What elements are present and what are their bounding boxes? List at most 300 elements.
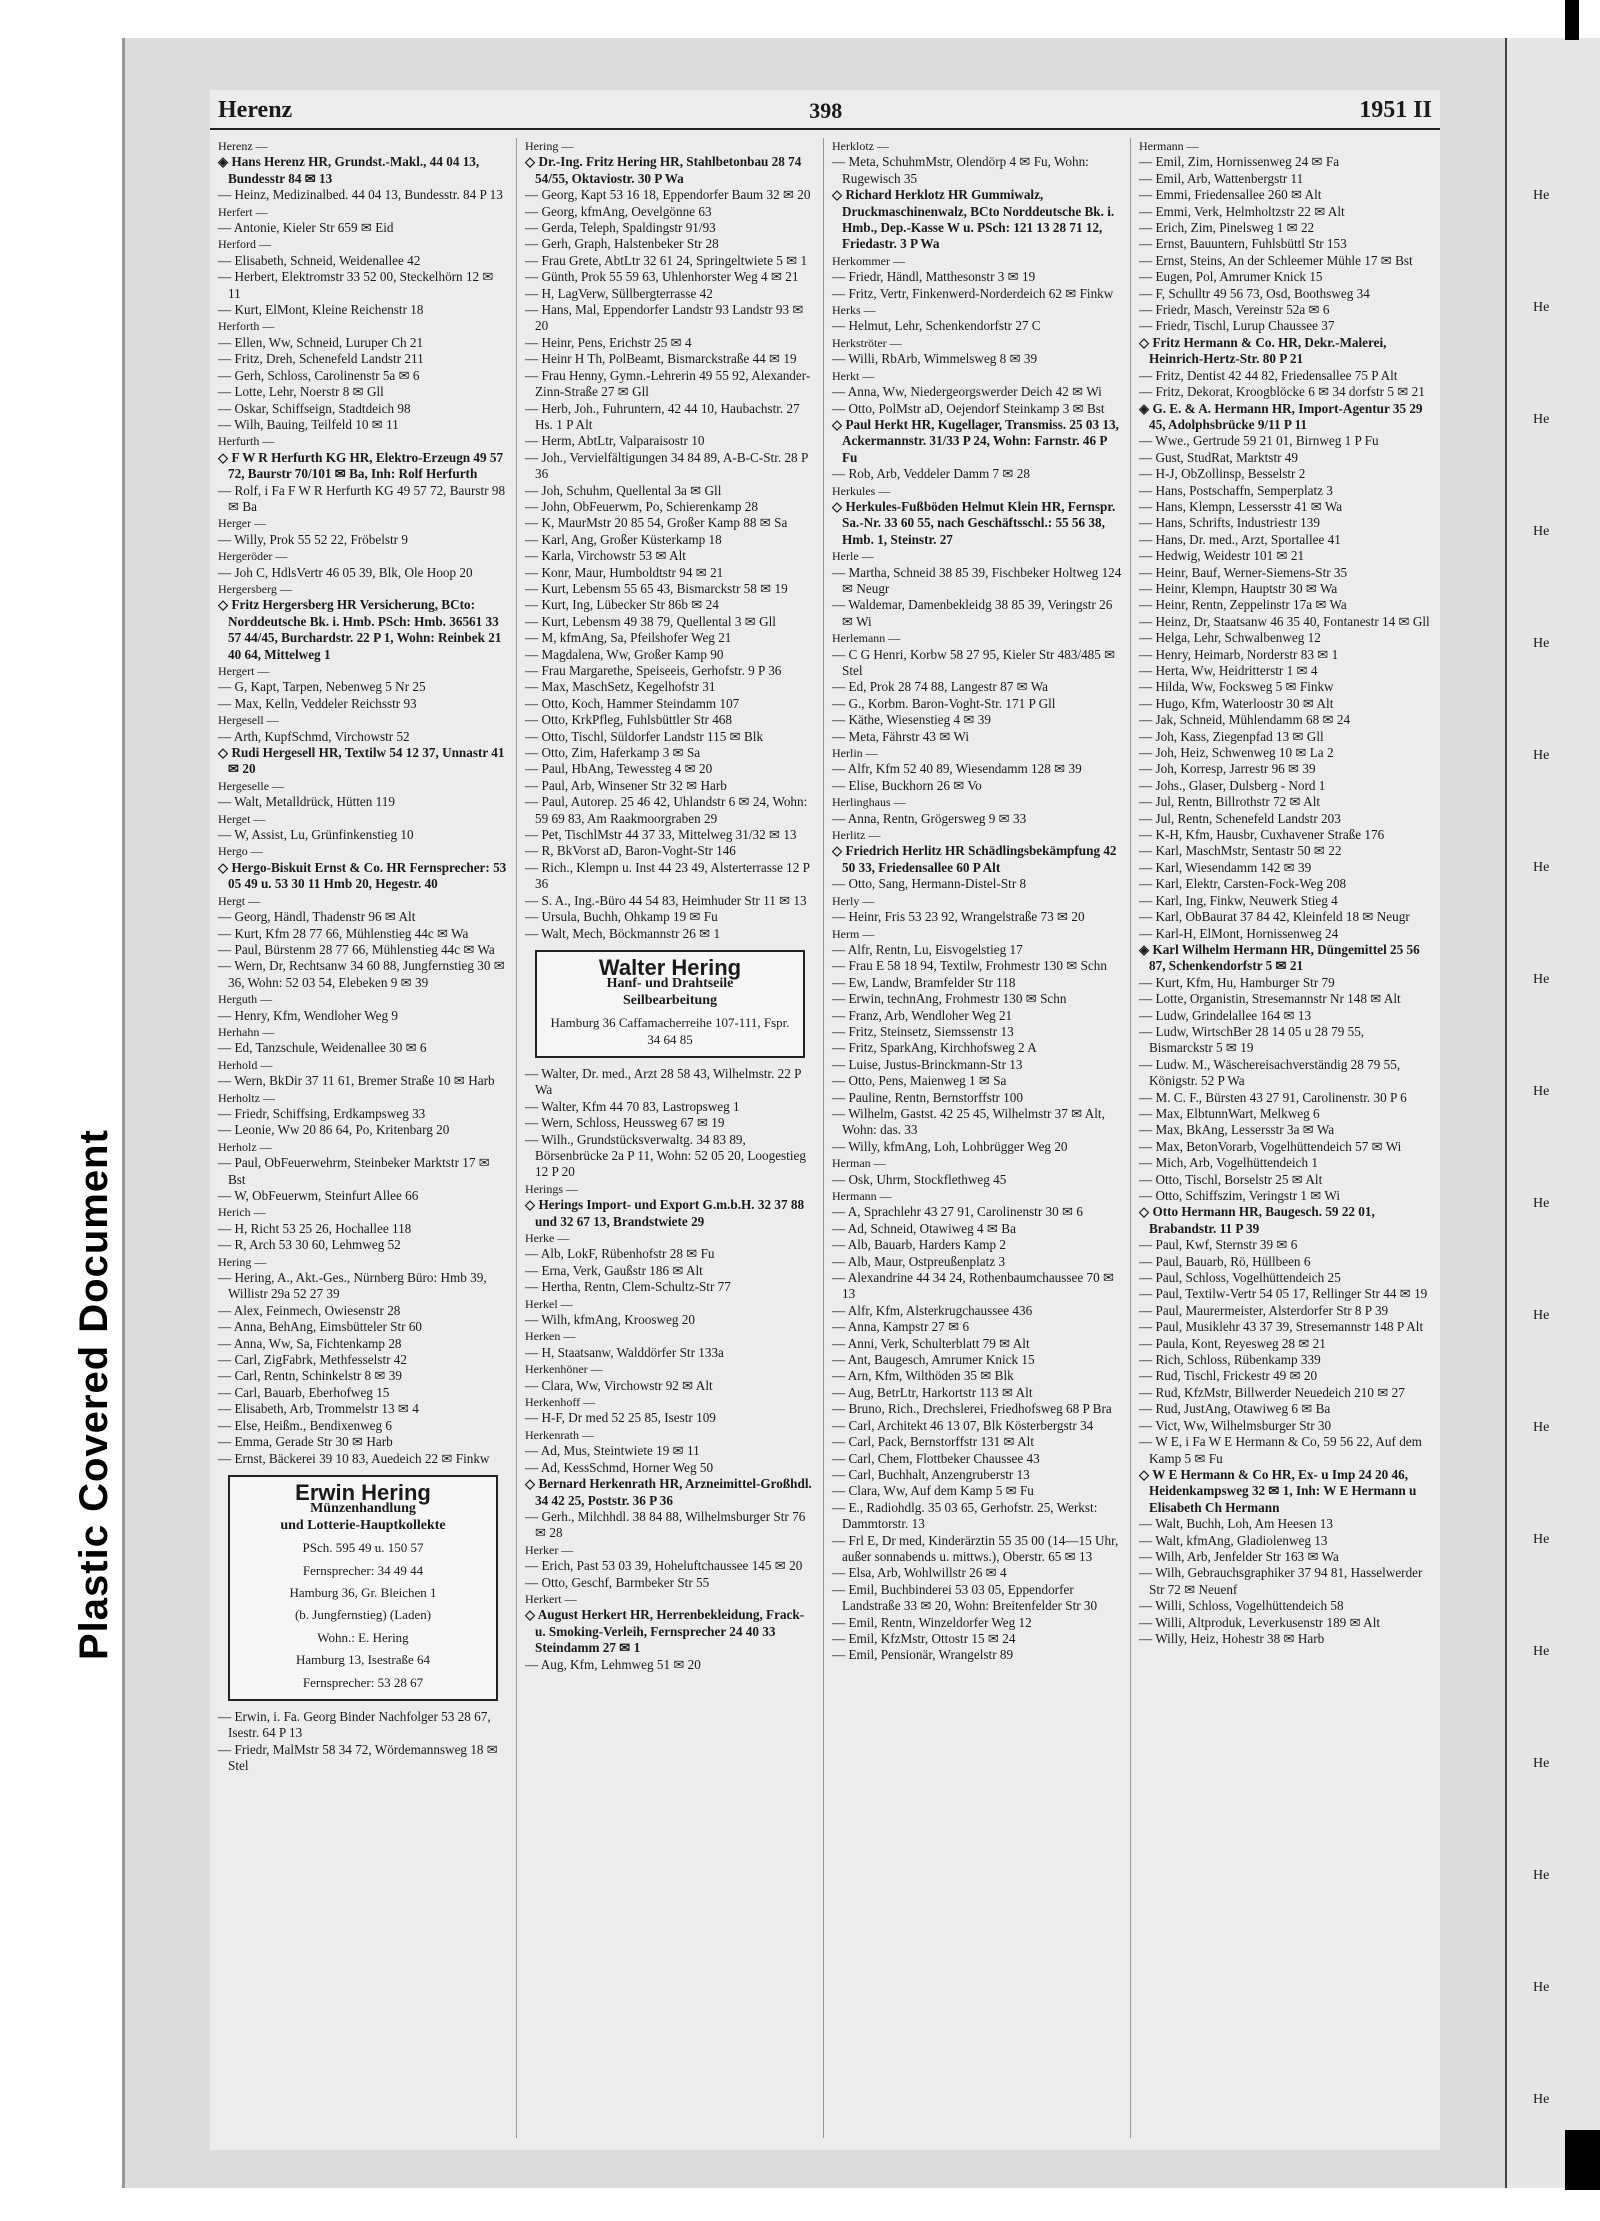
surname-heading: Herkenhöner — bbox=[525, 1362, 603, 1377]
directory-entry: — Helga, Lehr, Schwalbenweg 12 bbox=[1139, 630, 1321, 646]
directory-entry: — Heinr, Klempn, Hauptstr 30 ✉ Wa bbox=[1139, 580, 1338, 596]
surname-heading: Herforth — bbox=[218, 319, 275, 334]
directory-entry: — Johs., Glaser, Dulsberg - Nord 1 bbox=[1139, 777, 1326, 793]
directory-entry: — Fritz, Dekorat, Kroogblöcke 6 ✉ 34 dorfstr 5 ✉ 21 bbox=[1139, 384, 1425, 400]
directory-entry: — Otto, Tischl, Süldorfer Landstr 115 ✉ Blk bbox=[525, 728, 764, 744]
directory-entry: — Joh, Korresp, Jarrestr 96 ✉ 39 bbox=[1139, 761, 1316, 777]
directory-entry: ◇ F W R Herfurth KG HR, Elektro-Erzeugn 49 57 72, Baurstr 70/101 ✉ Ba, Inh: Rolf Herfurth bbox=[218, 449, 504, 482]
directory-entry: — Friedr, MalMstr 58 34 72, Wördemannsweg 18 ✉ Stel bbox=[218, 1741, 498, 1774]
directory-entry: — Clara, Ww, Virchowstr 92 ✉ Alt bbox=[525, 1377, 713, 1393]
directory-entry: — Ellen, Ww, Schneid, Luruper Ch 21 bbox=[218, 334, 424, 350]
surname-heading: Herkströter — bbox=[832, 335, 902, 350]
directory-entry: — Alexandrine 44 34 24, Rothenbaumchaussee 70 ✉ 13 bbox=[832, 1270, 1115, 1302]
directory-entry: — Anna, Ww, Sa, Fichtenkamp 28 bbox=[218, 1335, 402, 1351]
directory-entry: — H, Richt 53 25 26, Hochallee 118 bbox=[218, 1220, 412, 1236]
surname-heading: Hermann — bbox=[1139, 139, 1199, 153]
column-4 bbox=[1131, 138, 1438, 2138]
directory-entry: — Eugen, Pol, Amrumer Knick 15 bbox=[1139, 269, 1323, 285]
directory-entry: — Wilh, kfmAng, Kroosweg 20 bbox=[525, 1312, 695, 1328]
directory-entry: — Aug, Kfm, Lehmweg 51 ✉ 20 bbox=[525, 1656, 701, 1672]
directory-entry: — Erna, Verk, Gaußstr 186 ✉ Alt bbox=[525, 1262, 703, 1278]
directory-entry: — K-H, Kfm, Hausbr, Cuxhavener Straße 176 bbox=[1139, 827, 1385, 843]
directory-entry: — Fritz, SparkAng, Kirchhofsweg 2 A bbox=[832, 1040, 1037, 1056]
directory-entry: — Paula, Kont, Reyesweg 28 ✉ 21 bbox=[1139, 1335, 1326, 1351]
directory-entry: — Emma, Gerade Str 30 ✉ Harb bbox=[218, 1434, 393, 1450]
directory-entry: — Carl, Buchhalt, Anzengruberstr 13 bbox=[832, 1466, 1030, 1482]
next-page-edge bbox=[1505, 38, 1600, 2188]
directory-entry: — Willy, Heiz, Hohestr 38 ✉ Harb bbox=[1139, 1630, 1325, 1646]
directory-entry: — Paul, Musiklehr 43 37 39, Stresemannstr 148 P Alt bbox=[1139, 1319, 1424, 1335]
directory-entry: — Wwe., Gertrude 59 21 01, Birnweg 1 P Fu bbox=[1139, 433, 1379, 449]
directory-entry: — Vict, Ww, Wilhelmsburger Str 30 bbox=[1139, 1417, 1332, 1433]
directory-entry: — Emil, Arb, Wattenbergstr 11 bbox=[1139, 170, 1304, 186]
surname-heading: Herford — bbox=[218, 237, 271, 252]
surname-heading: Hering — bbox=[218, 1254, 267, 1269]
directory-entry: — Henry, Kfm, Wendloher Weg 9 bbox=[218, 1007, 399, 1023]
directory-entry: — Clara, Ww, Auf dem Kamp 5 ✉ Fu bbox=[832, 1483, 1034, 1499]
directory-entry: — Joh, Kass, Ziegenpfad 13 ✉ Gll bbox=[1139, 728, 1324, 744]
directory-entry: — Carl, Chem, Flottbeker Chaussee 43 bbox=[832, 1450, 1040, 1466]
directory-entry: — Kurt, Ing, Lübecker Str 86b ✉ 24 bbox=[525, 597, 719, 613]
next-page-fragment: He bbox=[1533, 1084, 1550, 1099]
directory-entry: — Frl E, Dr med, Kinderärztin 55 35 00 (14—15 Uhr, außer sonnabends u. mittws.), Oberstr. 65 ✉ 13 bbox=[832, 1532, 1119, 1564]
directory-entry: — Antonie, Kieler Str 659 ✉ Eid bbox=[218, 220, 394, 236]
directory-entry: — H-J, ObZollinsp, Besselstr 2 bbox=[1139, 466, 1306, 482]
directory-entry: — Otto, Zim, Haferkamp 3 ✉ Sa bbox=[525, 745, 701, 761]
directory-entry: — Paul, Schloss, Vogelhüttendeich 25 bbox=[1139, 1270, 1341, 1286]
surname-heading: Herly — bbox=[832, 893, 875, 908]
ad-line: Hamburg 36, Gr. Bleichen 1 bbox=[289, 1584, 437, 1600]
directory-entry: — Georg, kfmAng, Oevelgönne 63 bbox=[525, 203, 712, 219]
column-1 bbox=[210, 138, 517, 2138]
directory-entry: ◇ Hergo-Biskuit Ernst & Co. HR Fernsprecher: 53 05 49 u. 53 30 11 Hmb 20, Hegestr. 40 bbox=[218, 859, 507, 892]
directory-entry: — Walt, Metalldrück, Hütten 119 bbox=[218, 794, 395, 810]
directory-entry: — Emil, Rentn, Winzeldorfer Weg 12 bbox=[832, 1614, 1032, 1630]
directory-entry: — Wilhelm, Gastst. 42 25 45, Wilhelmstr 37 ✉ Alt, Wohn: das. 33 bbox=[832, 1105, 1105, 1138]
directory-entry: ◇ Otto Hermann HR, Baugesch. 59 22 01, Brabandstr. 11 P 39 bbox=[1139, 1204, 1375, 1236]
surname-heading: Herkules — bbox=[832, 483, 891, 498]
directory-entry: — Willi, Schloss, Vogelhüttendeich 58 bbox=[1139, 1598, 1344, 1614]
directory-entry: — Karl, ObBaurat 37 84 42, Kleinfeld 18 ✉ Neugr bbox=[1139, 909, 1410, 925]
directory-entry: — Karl, Elektr, Carsten-Fock-Weg 208 bbox=[1139, 876, 1347, 892]
surname-heading: Herguth — bbox=[218, 992, 273, 1007]
directory-entry: — Hertha, Rentn, Clem-Schultz-Str 77 bbox=[525, 1279, 731, 1295]
directory-entry: ◇ Fritz Hergersberg HR Versicherung, BCto: Norddeutsche Bk. i. Hmb. PSch: Hmb. 36561 33 57 44/45, Burchardstr. 22 P 1, Wohn: Reinbek 21 40 64, Mittelweg 1 bbox=[218, 597, 502, 662]
directory-entry: — Ludw. M., Wäschereisachverständig 28 79 55, Königstr. 52 P Wa bbox=[1139, 1056, 1401, 1089]
directory-entry: — Rob, Arb, Veddeler Damm 7 ✉ 28 bbox=[832, 466, 1030, 482]
ad-line: PSch. 595 49 u. 150 57 bbox=[302, 1540, 424, 1556]
surname-heading: Hergeröder — bbox=[218, 549, 288, 564]
surname-heading: Hermann — bbox=[832, 1189, 892, 1203]
directory-entry: — Paul, Arb, Winsener Str 32 ✉ Harb bbox=[525, 777, 727, 793]
directory-entry: — Emmi, Verk, Helmholtzstr 22 ✉ Alt bbox=[1139, 203, 1345, 219]
directory-entry: — Walter, Kfm 44 70 83, Lastropsweg 1 bbox=[525, 1098, 740, 1114]
directory-entry: — Pauline, Rentn, Bernstorffstr 100 bbox=[832, 1089, 1023, 1105]
surname-heading: Hergt — bbox=[218, 893, 261, 908]
directory-entry: — Günth, Prok 55 59 63, Uhlenhorster Weg 4 ✉ 21 bbox=[525, 269, 799, 285]
directory-entry: — Wern, BkDir 37 11 61, Bremer Straße 10 ✉ Harb bbox=[218, 1073, 495, 1089]
directory-entry: ◇ Rudi Hergesell HR, Textilw 54 12 37, Unnastr 41 ✉ 20 bbox=[218, 745, 505, 777]
directory-entry: ◇ W E Hermann & Co HR, Ex- u Imp 24 20 46, Heidenkampsweg 32 ✉ 1, Inh: W E Hermann u Elisabeth Ch Hermann bbox=[1139, 1466, 1417, 1515]
directory-entry: — Rolf, i Fa F W R Herfurth KG 49 57 72, Baurstr 98 ✉ Ba bbox=[218, 482, 506, 514]
directory-entry: — Joh, Schuhm, Quellental 3a ✉ Gll bbox=[525, 482, 722, 498]
directory-entry: — Otto, Tischl, Borselstr 25 ✉ Alt bbox=[1139, 1171, 1323, 1187]
surname-heading: Hergert — bbox=[218, 664, 270, 678]
directory-entry: — Wilh., Grundstücksverwaltg. 34 83 89, Börsenbrücke 2a P 11, Wohn: 52 05 20, Loogestieg 12 P 20 bbox=[525, 1131, 806, 1180]
directory-entry: — Fritz, Dentist 42 44 82, Friedensallee 75 P Alt bbox=[1139, 367, 1398, 383]
directory-entry: — R, BkVorst aD, Baron-Voght-Str 146 bbox=[525, 843, 736, 859]
surname-heading: Herkommer — bbox=[832, 253, 905, 268]
directory-entry: ◇ Fritz Hermann & Co. HR, Dekr.-Malerei, Heinrich-Hertz-Str. 80 P 21 bbox=[1139, 334, 1387, 367]
directory-entry: — Paul, HbAng, Tewessteg 4 ✉ 20 bbox=[525, 761, 713, 777]
directory-entry: — Elisabeth, Schneid, Weidenallee 42 bbox=[218, 252, 421, 268]
directory-entry: — Emil, Zim, Hornissenweg 24 ✉ Fa bbox=[1139, 154, 1340, 170]
directory-entry: — Ed, Tanzschule, Weidenallee 30 ✉ 6 bbox=[218, 1040, 427, 1056]
directory-entry: ◇ August Herkert HR, Herrenbekleidung, Frack- u. Smoking-Verleih, Fernsprecher 24 40 33 Steindamm 27 ✉ 1 bbox=[525, 1607, 805, 1656]
directory-entry: — Ursula, Buchh, Ohkamp 19 ✉ Fu bbox=[525, 909, 718, 925]
directory-entry: — Frau Henny, Gymn.-Lehrerin 49 55 92, Alexander-Zinn-Straße 27 ✉ Gll bbox=[525, 367, 811, 400]
directory-entry: — Lotte, Lehr, Noerstr 8 ✉ Gll bbox=[218, 384, 384, 400]
directory-entry: — Konr, Maur, Humboldtstr 94 ✉ 21 bbox=[525, 564, 724, 580]
directory-entry: — S. A., Ing.-Büro 44 54 83, Heimhuder Str 11 ✉ 13 bbox=[525, 892, 807, 908]
directory-entry: — Elsa, Arb, Wohlwillstr 26 ✉ 4 bbox=[832, 1565, 1007, 1581]
directory-entry: — Elise, Buckhorn 26 ✉ Vo bbox=[832, 777, 982, 793]
next-page-fragment: He bbox=[1533, 1868, 1550, 1883]
surname-heading: Herenz — bbox=[218, 139, 268, 153]
directory-entry: ◈ Karl Wilhelm Hermann HR, Düngemittel 25 56 87, Schenkendorfstr 5 ✉ 21 bbox=[1139, 941, 1420, 974]
ad-line: Hanf- und Drahtseile bbox=[606, 976, 734, 992]
directory-entry: — Otto, Koch, Hammer Steindamm 107 bbox=[525, 695, 740, 711]
directory-entry: — Fritz, Dreh, Schenefeld Landstr 211 bbox=[218, 351, 424, 367]
directory-entry: — Emil, Buchbinderei 53 03 05, Eppendorfer Landstraße 33 ✉ 20, Wohn: Breitenfelder Str 30 bbox=[832, 1581, 1098, 1614]
directory-entry: — Erwin, technAng, Frohmestr 130 ✉ Schn bbox=[832, 991, 1067, 1007]
directory-entry: — Ad, Schneid, Otawiweg 4 ✉ Ba bbox=[832, 1220, 1016, 1236]
directory-entry: — Hugo, Kfm, Waterloostr 30 ✉ Alt bbox=[1139, 695, 1334, 711]
page-header bbox=[210, 90, 1440, 130]
directory-entry: — Helmut, Lehr, Schenkendorfstr 27 C bbox=[832, 318, 1041, 334]
directory-entry: — Anna, BehAng, Eimsbütteler Str 60 bbox=[218, 1319, 423, 1335]
directory-entry: — Osk, Uhrm, Stockflethweg 45 bbox=[832, 1171, 1007, 1187]
directory-entry: — E., Radiohdlg. 35 03 65, Gerhofstr. 25, Werkst: Dammtorstr. 13 bbox=[832, 1499, 1098, 1532]
directory-entry: — Ed, Prok 28 74 88, Langestr 87 ✉ Wa bbox=[832, 679, 1048, 695]
directory-entry: — H, LagVerw, Süllbergterrasse 42 bbox=[525, 285, 713, 301]
surname-heading: Herklotz — bbox=[832, 139, 889, 153]
directory-entry: — Paul, Bauarb, Rö, Hüllbeen 6 bbox=[1139, 1253, 1311, 1269]
directory-entry: — Karla, Virchowstr 53 ✉ Alt bbox=[525, 548, 686, 564]
directory-entry: — Friedr, Tischl, Lurup Chaussee 37 bbox=[1139, 318, 1335, 334]
ad-line: Fernsprecher: 34 49 44 bbox=[302, 1562, 424, 1578]
surname-heading: Herhold — bbox=[218, 1057, 273, 1072]
directory-entry: — Wern, Dr, Rechtsanw 34 60 88, Jungfernstieg 30 ✉ 36, Wohn: 52 03 54, Elebeken 9 ✉ 39 bbox=[218, 958, 505, 990]
directory-entry: ◇ Bernard Herkenrath HR, Arzneimittel-Großhdl. 34 42 25, Poststr. 36 P 36 bbox=[525, 1476, 812, 1508]
directory-entry: — Joh, Heiz, Schwenweg 10 ✉ La 2 bbox=[1139, 745, 1334, 761]
directory-entry: — Herb, Joh., Fuhruntern, 42 44 10, Haubachstr. 27 Hs. 1 P Alt bbox=[525, 400, 800, 432]
directory-entry: — Max, ElbtunnWart, Melkweg 6 bbox=[1139, 1105, 1320, 1121]
directory-entry: — Ant, Baugesch, Amrumer Knick 15 bbox=[832, 1352, 1035, 1368]
next-page-fragment: He bbox=[1533, 412, 1550, 427]
surname-heading: Herger — bbox=[218, 516, 267, 531]
directory-entry: — Gerh., Milchhdl. 38 84 88, Wilhelmsburger Str 76 ✉ 28 bbox=[525, 1508, 806, 1541]
directory-entry: — Hans, Mal, Eppendorfer Landstr 93 Landstr 93 ✉ 20 bbox=[525, 302, 804, 334]
directory-entry: — Pet, TischlMstr 44 37 33, Mittelweg 31/32 ✉ 13 bbox=[525, 827, 797, 843]
header-right: 1951 II bbox=[1359, 97, 1432, 123]
surname-heading: Herks — bbox=[832, 303, 876, 318]
directory-entry: — Joh C, HdlsVertr 46 05 39, Blk, Ole Hoop 20 bbox=[218, 564, 473, 580]
ad-line: Hamburg 36 Caffamacherreihe 107-111, Fspr. 34 64 85 bbox=[550, 1015, 790, 1047]
directory-entry: — Heinr H Th, PolBeamt, Bismarckstraße 44 ✉ 19 bbox=[525, 351, 797, 367]
ad-line: (b. Jungfernstieg) (Laden) bbox=[294, 1607, 432, 1623]
directory-entry: — Ludw, Grindelallee 164 ✉ 13 bbox=[1139, 1007, 1312, 1023]
directory-entry: — Hering, A., Akt.-Ges., Nürnberg Büro: Hmb 39, Willistr 29a 52 27 39 bbox=[218, 1270, 487, 1302]
directory-entry: — M. C. F., Bürsten 43 27 91, Carolinenstr. 30 P 6 bbox=[1139, 1089, 1407, 1105]
directory-entry: — Heinz, Medizinalbed. 44 04 13, Bundesstr. 84 P 13 bbox=[218, 187, 503, 203]
directory-entry: — Emmi, Friedensallee 260 ✉ Alt bbox=[1139, 187, 1322, 203]
directory-entry: — Otto, Sang, Hermann-Distel-Str 8 bbox=[832, 876, 1027, 892]
directory-entry: — Hedwig, Weidestr 101 ✉ 21 bbox=[1139, 548, 1305, 564]
directory-entry: — Willy, kfmAng, Loh, Lohbrügger Weg 20 bbox=[832, 1138, 1068, 1154]
next-page-fragment: He bbox=[1533, 2092, 1550, 2107]
directory-entry: — R, Arch 53 30 60, Lehmweg 52 bbox=[218, 1237, 401, 1253]
directory-entry: — Herbert, Elektromstr 33 52 00, Steckelhörn 12 ✉ 11 bbox=[218, 269, 494, 301]
directory-entry: — Friedr, Schiffsing, Erdkampsweg 33 bbox=[218, 1105, 426, 1121]
directory-entry: — Max, MaschSetz, Kegelhofstr 31 bbox=[525, 679, 716, 695]
surname-heading: Herle — bbox=[832, 549, 874, 564]
directory-entry: — H-F, Dr med 52 25 85, Isestr 109 bbox=[525, 1410, 716, 1426]
directory-entry: — Meta, SchuhmMstr, Olendörp 4 ✉ Fu, Wohn: Rugewisch 35 bbox=[832, 154, 1089, 186]
directory-entry: — Wilh, Arb, Jenfelder Str 163 ✉ Wa bbox=[1139, 1548, 1339, 1564]
directory-entry: — Frau E 58 18 94, Textilw, Frohmestr 130 ✉ Schn bbox=[832, 958, 1107, 974]
directory-entry: ◇ Friedrich Herlitz HR Schädlingsbekämpfung 42 50 33, Friedensallee 60 P Alt bbox=[832, 843, 1117, 875]
directory-entry: — W E, i Fa W E Hermann & Co, 59 56 22, Auf dem Kamp 5 ✉ Fu bbox=[1139, 1434, 1422, 1466]
directory-entry: — Carl, Architekt 46 13 07, Blk Kösterbergstr 34 bbox=[832, 1417, 1094, 1433]
surname-heading: Hering — bbox=[525, 139, 574, 153]
surname-heading: Herholz — bbox=[218, 1139, 272, 1154]
surname-heading: Hergesell — bbox=[218, 713, 279, 728]
next-page-fragment: He bbox=[1533, 188, 1550, 203]
directory-entry: — Joh., Vervielfältigungen 34 84 89, A-B-C-Str. 28 P 36 bbox=[525, 449, 808, 482]
directory-entry: — Martha, Schneid 38 85 39, Fischbeker Holtweg 124 ✉ Neugr bbox=[832, 564, 1122, 596]
directory-entry: — Carl, ZigFabrk, Methfesselstr 42 bbox=[218, 1352, 407, 1368]
page-number: 398 bbox=[809, 98, 843, 123]
next-page-fragment: He bbox=[1533, 1756, 1550, 1771]
next-page-fragment: He bbox=[1533, 300, 1550, 315]
directory-entry: — Hilda, Ww, Focksweg 5 ✉ Finkw bbox=[1139, 679, 1334, 695]
directory-entry: — Meta, Fährstr 43 ✉ Wi bbox=[832, 728, 970, 744]
directory-entry: — Ad, KessSchmd, Horner Weg 50 bbox=[525, 1459, 714, 1475]
side-label-region bbox=[0, 0, 116, 2221]
directory-entry: — Ad, Mus, Steintwiete 19 ✉ 11 bbox=[525, 1443, 700, 1459]
directory-entry: — Frau Grete, AbtLtr 32 61 24, Springeltwiete 5 ✉ 1 bbox=[525, 252, 808, 268]
directory-entry: — Gerh, Schloss, Carolinenstr 5a ✉ 6 bbox=[218, 367, 420, 383]
next-page-fragment: He bbox=[1533, 1196, 1550, 1211]
directory-entry: — Mich, Arb, Vogelhüttendeich 1 bbox=[1139, 1155, 1318, 1171]
surname-heading: Herkenrath — bbox=[525, 1427, 594, 1442]
next-page-fragment: He bbox=[1533, 1420, 1550, 1435]
next-page-fragment: He bbox=[1533, 1532, 1550, 1547]
surname-heading: Herfurth — bbox=[218, 434, 275, 449]
directory-entry: — Rud, KfzMstr, Billwerder Neuedeich 210 ✉ 27 bbox=[1139, 1384, 1405, 1400]
directory-entry: — Oskar, Schiffseign, Stadtdeich 98 bbox=[218, 400, 411, 416]
directory-entry: — Otto, Pens, Maienweg 1 ✉ Sa bbox=[832, 1073, 1007, 1089]
directory-entry: ◇ Richard Herklotz HR Gummiwalz, Druckmaschinenwalz, BCto Norddeutsche Bk. i. Hmb., Dep.-Kasse W u. PSch: 121 13 28 71 12, Friedastr. 3 P Wa bbox=[832, 187, 1115, 252]
directory-entry: — C G Henri, Korbw 58 27 95, Kieler Str 483/485 ✉ Stel bbox=[832, 646, 1116, 678]
directory-entry: — K, MaurMstr 20 85 54, Großer Kamp 88 ✉ Sa bbox=[525, 515, 788, 531]
directory-entry: — Willy, Prok 55 52 22, Fröbelstr 9 bbox=[218, 531, 408, 547]
directory-entry: — Herm, AbtLtr, Valparaisostr 10 bbox=[525, 433, 705, 449]
directory-entry: — G, Kapt, Tarpen, Nebenweg 5 Nr 25 bbox=[218, 679, 426, 695]
directory-entry: — Kurt, Lebensm 49 38 79, Quellental 3 ✉ Gll bbox=[525, 613, 776, 629]
directory-entry: — Paul, ObFeuerwehrm, Steinbeker Marktstr 17 ✉ Bst bbox=[218, 1155, 490, 1187]
directory-entry: — W, Assist, Lu, Grünfinkenstieg 10 bbox=[218, 827, 414, 843]
ad-title: Walter Hering bbox=[598, 954, 742, 980]
directory-entry: — Leonie, Ww 20 86 64, Po, Kritenbarg 20 bbox=[218, 1122, 450, 1138]
next-page-fragment: He bbox=[1533, 748, 1550, 763]
directory-entry: — Kurt, Lebensm 55 65 43, Bismarckstr 58 ✉ 19 bbox=[525, 580, 788, 596]
column-3 bbox=[824, 138, 1131, 2138]
directory-entry: — Emil, Pensionär, Wrangelstr 89 bbox=[832, 1647, 1014, 1663]
directory-entry: — Max, Kelln, Veddeler Reichsstr 93 bbox=[218, 695, 417, 711]
directory-entry: — Bruno, Rich., Drechslerei, Friedhofsweg 68 P Bra bbox=[832, 1401, 1112, 1417]
surname-heading: Herken — bbox=[525, 1329, 576, 1344]
directory-entry: — Elisabeth, Arb, Trommelstr 13 ✉ 4 bbox=[218, 1401, 419, 1417]
directory-entry: — Franz, Arb, Wendloher Weg 21 bbox=[832, 1007, 1013, 1023]
directory-entry: — Ernst, Bäckerei 39 10 83, Auedeich 22 ✉ Finkw bbox=[218, 1450, 490, 1466]
next-page-fragment: He bbox=[1533, 1980, 1550, 1995]
directory-entry: — Aug, BetrLtr, Harkortstr 113 ✉ Alt bbox=[832, 1384, 1033, 1400]
directory-entry: ◇ Paul Herkt HR, Kugellager, Transmiss. 25 03 13, Ackermannstr. 31/33 P 24, Wohn: Farnstr. 46 P Fu bbox=[832, 416, 1119, 465]
surname-heading: Herkt — bbox=[832, 368, 875, 383]
directory-entry: — Jul, Rentn, Billrothstr 72 ✉ Alt bbox=[1139, 794, 1321, 810]
surname-heading: Herman — bbox=[832, 1156, 886, 1171]
directory-entry: — Alb, LokF, Rübenhofstr 28 ✉ Fu bbox=[525, 1246, 715, 1262]
surname-heading: Herhahn — bbox=[218, 1024, 275, 1039]
directory-entry: — Paul, Maurermeister, Alsterdorfer Str 8 P 39 bbox=[1139, 1302, 1389, 1318]
directory-entry: — Magdalena, Ww, Großer Kamp 90 bbox=[525, 646, 724, 662]
directory-entry: — Fritz, Vertr, Finkenwerd-Norderdeich 62 ✉ Finkw bbox=[832, 285, 1114, 301]
surname-heading: Herlitz — bbox=[832, 828, 881, 843]
directory-entry: — Heinr, Pens, Erichstr 25 ✉ 4 bbox=[525, 334, 692, 350]
header-left: Herenz bbox=[218, 97, 293, 123]
directory-entry: — Anni, Verk, Schulterblatt 79 ✉ Alt bbox=[832, 1335, 1030, 1351]
surname-heading: Herlin — bbox=[832, 746, 878, 761]
directory-entry: — Karl, Ang, Großer Küsterkamp 18 bbox=[525, 531, 722, 547]
directory-entry: — Wilh, Gebrauchsgraphiker 37 94 81, Hasselwerder Str 72 ✉ Neuenf bbox=[1139, 1565, 1423, 1597]
directory-entry: — Otto, KrkPfleg, Fuhlsbüttler Str 468 bbox=[525, 712, 732, 728]
directory-entry: — Paul, Kwf, Sternstr 39 ✉ 6 bbox=[1139, 1237, 1298, 1253]
next-page-fragment: He bbox=[1533, 1644, 1550, 1659]
ad-erwin-hering bbox=[228, 1475, 498, 1701]
directory-entry: — Alfr, Kfm 52 40 89, Wiesendamm 128 ✉ 39 bbox=[832, 761, 1082, 777]
directory-entry: ◇ Herkules-Fußböden Helmut Klein HR, Fernspr. Sa.-Nr. 33 60 55, nach Geschäftsschl.: 55 56 38, Hmb. 1, Steinstr. 27 bbox=[832, 498, 1116, 547]
directory-entry: — Georg, Händl, Thadenstr 96 ✉ Alt bbox=[218, 909, 416, 925]
surname-heading: Hergo — bbox=[218, 844, 263, 859]
ad-line: Hamburg 13, Isestraße 64 bbox=[295, 1652, 431, 1668]
directory-entry: — F, Schulltr 49 56 73, Osd, Boothsweg 34 bbox=[1139, 285, 1370, 301]
directory-entry: — Karl, Ing, Finkw, Neuwerk Stieg 4 bbox=[1139, 892, 1338, 908]
directory-entry: — M, kfmAng, Sa, Pfeilshofer Weg 21 bbox=[525, 630, 732, 646]
directory-entry: — Walter, Dr. med., Arzt 28 58 43, Wilhelmstr. 22 P Wa bbox=[525, 1065, 802, 1098]
directory-entry: — Heinr, Fris 53 23 92, Wrangelstraße 73 ✉ 20 bbox=[832, 909, 1085, 925]
directory-entry: — Max, BkAng, Lessersstr 3a ✉ Wa bbox=[1139, 1122, 1335, 1138]
directory-entry: — Heinz, Dr, Staatsanw 46 35 40, Fontanestr 14 ✉ Gll bbox=[1139, 613, 1430, 629]
surname-heading: Hergersberg — bbox=[218, 581, 292, 596]
directory-entry: — Anna, Rentn, Grögersweg 9 ✉ 33 bbox=[832, 810, 1027, 826]
directory-entry: — Waldemar, Damenbekleidg 38 85 39, Veringstr 26 ✉ Wi bbox=[832, 597, 1113, 629]
directory-entry: — Carl, Bauarb, Eberhofweg 15 bbox=[218, 1384, 390, 1400]
ad-title: Erwin Hering bbox=[295, 1479, 431, 1505]
directory-entry: — Luise, Justus-Brinckmann-Str 13 bbox=[832, 1056, 1023, 1072]
directory-entry: — Herta, Ww, Heidritterstr 1 ✉ 4 bbox=[1139, 663, 1318, 678]
directory-entry: — Ludw, WirtschBer 28 14 05 u 28 79 55, Bismarckstr 5 ✉ 19 bbox=[1139, 1023, 1365, 1056]
directory-entry: — Anna, Ww, Niedergeorgswerder Deich 42 ✉ Wi bbox=[832, 384, 1102, 400]
directory-entry: ◇ Dr.-Ing. Fritz Hering HR, Stahlbetonbau 28 74 54/55, Oktaviostr. 30 P Wa bbox=[525, 154, 802, 186]
directory-entry: — Otto, Schiffszim, Veringstr 1 ✉ Wi bbox=[1139, 1188, 1340, 1203]
directory-entry: — Henry, Heimarb, Norderstr 83 ✉ 1 bbox=[1139, 646, 1339, 662]
page-scan bbox=[122, 38, 1505, 2188]
directory-entry: — Paul, Textilw-Vertr 54 05 17, Rellinger Str 44 ✉ 19 bbox=[1139, 1286, 1428, 1302]
directory-entry: — Paul, Bürstenm 28 77 66, Mühlenstieg 44c ✉ Wa bbox=[218, 941, 495, 957]
surname-heading: Herkel — bbox=[525, 1296, 573, 1311]
ad-line: Wohn.: E. Hering bbox=[317, 1629, 409, 1645]
directory-entry: — Kurt, ElMont, Kleine Reichenstr 18 bbox=[218, 302, 424, 318]
directory-entry: — Erich, Past 53 03 39, Hoheluftchaussee 145 ✉ 20 bbox=[525, 1558, 803, 1574]
directory-entry: — Hans, Schrifts, Industriestr 139 bbox=[1139, 515, 1320, 531]
directory-entry: — Ew, Landw, Bramfelder Str 118 bbox=[832, 974, 1016, 990]
directory-entry: — Jul, Rentn, Schenefeld Landstr 203 bbox=[1139, 810, 1341, 826]
surname-heading: Herkert — bbox=[525, 1591, 577, 1606]
directory-entry: — Arth, KupfSchmd, Virchowstr 52 bbox=[218, 728, 410, 744]
directory-entry: — Georg, Kapt 53 16 18, Eppendorfer Baum 32 ✉ 20 bbox=[525, 187, 811, 203]
directory-entry: — Alb, Maur, Ostpreußenplatz 3 bbox=[832, 1253, 1006, 1269]
surname-heading: Herfert — bbox=[218, 204, 268, 219]
directory-entry: — Karl, Wiesendamm 142 ✉ 39 bbox=[1139, 859, 1312, 875]
directory-entry: — H, Staatsanw, Walddörfer Str 133a bbox=[525, 1344, 724, 1360]
directory-entry: — Willi, Altproduk, Leverkusenstr 189 ✉ Alt bbox=[1139, 1614, 1381, 1630]
directory-entry: ◈ Hans Herenz HR, Grundst.-Makl., 44 04 13, Bundesstr 84 ✉ 13 bbox=[218, 154, 480, 186]
surname-heading: Herke — bbox=[525, 1231, 570, 1245]
directory-entry: — Fritz, Steinsetz, Siemssenstr 13 bbox=[832, 1023, 1014, 1039]
directory-entry: — Ernst, Bauuntern, Fuhlsbüttl Str 153 bbox=[1139, 236, 1347, 252]
directory-entry: ◇ Herings Import- und Export G.m.b.H. 32 37 88 und 32 67 13, Brandstwiete 29 bbox=[525, 1197, 805, 1229]
columns bbox=[210, 138, 1440, 2138]
ad-line: und Lotterie-Hauptkollekte bbox=[280, 1517, 446, 1533]
surname-heading: Herlemann — bbox=[832, 631, 901, 646]
directory-entry: — Ernst, Steins, An der Schleemer Mühle 17 ✉ Bst bbox=[1139, 252, 1413, 268]
column-2 bbox=[517, 138, 824, 2138]
directory-entry: — Kurt, Kfm 28 77 66, Mühlenstieg 44c ✉ Wa bbox=[218, 925, 469, 941]
directory-entry: — Walt, Buchh, Loh, Am Heesen 13 bbox=[1139, 1516, 1333, 1532]
directory-entry: — Heinr, Bauf, Werner-Siemens-Str 35 bbox=[1139, 564, 1348, 580]
directory-entry: — Carl, Pack, Bernstorffstr 131 ✉ Alt bbox=[832, 1434, 1035, 1450]
directory-entry: — Walt, Mech, Böckmannstr 26 ✉ 1 bbox=[525, 925, 721, 941]
surname-heading: Herm — bbox=[832, 926, 875, 941]
directory-entry: — Käthe, Wiesenstieg 4 ✉ 39 bbox=[832, 712, 991, 728]
directory-entry: — Gerh, Graph, Halstenbeker Str 28 bbox=[525, 236, 719, 252]
directory-entry: — Walt, kfmAng, Gladiolenweg 13 bbox=[1139, 1532, 1328, 1548]
directory-entry: — Anna, Kampstr 27 ✉ 6 bbox=[832, 1319, 970, 1335]
directory-entry: — Otto, PolMstr aD, Oejendorf Steinkamp 3 ✉ Bst bbox=[832, 400, 1105, 416]
directory-entry: — Paul, Autorep. 25 46 42, Uhlandstr 6 ✉ 24, Wohn: 59 69 83, Am Raakmoorgraben 29 bbox=[525, 794, 808, 826]
directory-entry: — Lotte, Organistin, Stresemannstr Nr 148 ✉ Alt bbox=[1139, 991, 1401, 1007]
surname-heading: Herholtz — bbox=[218, 1090, 275, 1105]
directory-entry: — Erwin, i. Fa. Georg Binder Nachfolger 53 28 67, Isestr. 64 P 13 bbox=[218, 1708, 491, 1741]
side-label: Plastic Covered Document bbox=[72, 1129, 116, 1660]
surname-heading: Herlinghaus — bbox=[832, 795, 906, 810]
surname-heading: Herich — bbox=[218, 1205, 266, 1220]
directory-entry: — Emil, KfzMstr, Ottostr 15 ✉ 24 bbox=[832, 1630, 1016, 1646]
directory-entry: — Frau Margarethe, Speiseeis, Gerhofstr. 9 P 36 bbox=[525, 663, 782, 678]
directory-entry: — Hans, Postschaffn, Semperplatz 3 bbox=[1139, 482, 1333, 498]
